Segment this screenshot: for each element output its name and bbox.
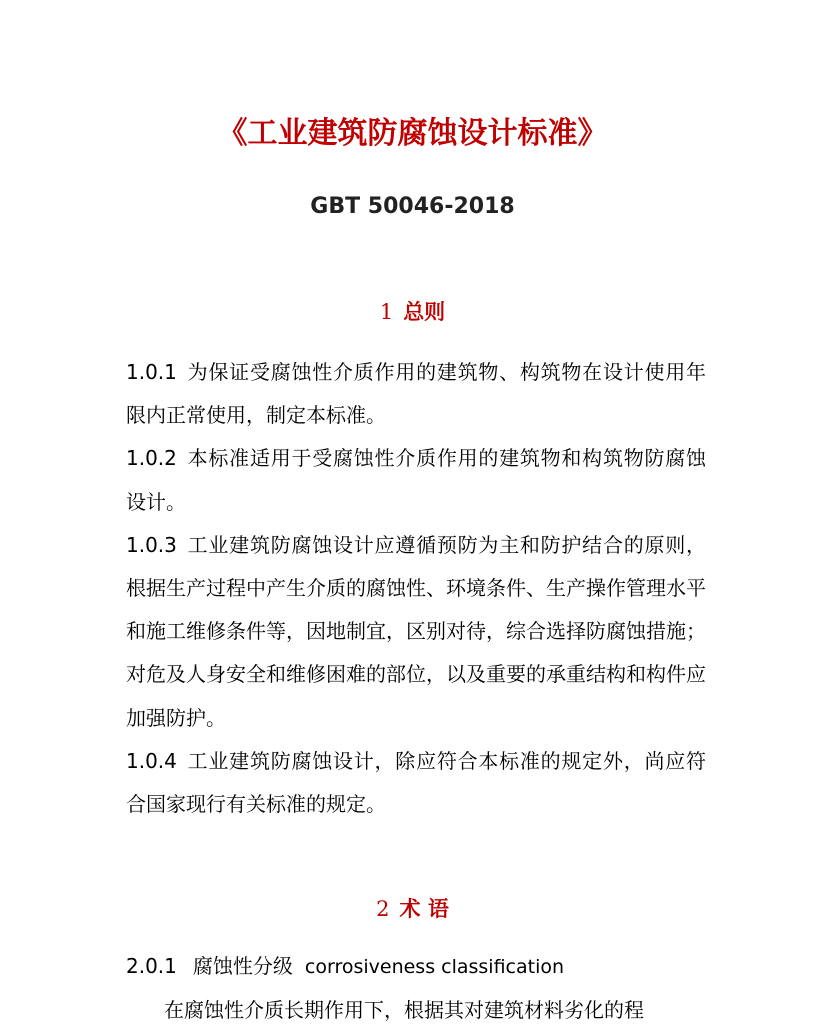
clause-text: 为保证受腐蚀性介质作用的建筑物、构筑物在设计使用年限内正常使用，制定本标准。 <box>126 360 706 428</box>
term-definition: 在腐蚀性介质长期作用下，根据其对建筑材料劣化的程 <box>164 998 644 1022</box>
clause-number: 1.0.1 <box>126 360 177 384</box>
section-title: 总则 <box>403 300 446 324</box>
section-general-body <box>126 351 706 826</box>
section-terms-body <box>126 945 706 1024</box>
section-heading-terms <box>0 894 825 924</box>
clause-number: 1.0.4 <box>126 748 177 773</box>
clause-text: 工业建筑防腐蚀设计应遵循预防为主和防护结合的原则，根据生产过程中产生介质的腐蚀性、环境条件、生产操作管理水平和施工维修条件等，因地制宜，区别对待，综合选择防腐蚀措施；对危及人身安全和维修困难的部位，以及重要的承重结构和构件应加强防护。 <box>126 532 706 730</box>
clause-text: 本标准适用于受腐蚀性介质作用的建筑物和构筑物防腐蚀设计。 <box>126 446 706 514</box>
term-name-english: corrosiveness classification <box>304 956 565 978</box>
clause-1-0-4 <box>126 740 706 826</box>
section-title: 术 语 <box>399 897 449 921</box>
standard-code: GBT 50046-2018 <box>310 194 515 219</box>
term-2-0-1 <box>126 945 706 989</box>
term-name-chinese: 腐蚀性分级 <box>192 954 293 978</box>
clause-number: 1.0.2 <box>126 446 177 471</box>
section-number: 1 <box>379 300 394 324</box>
clause-1-0-3 <box>126 524 706 740</box>
document-title: 《工业建筑防腐蚀设计标准》 <box>217 116 608 151</box>
clause-text: 工业建筑防腐蚀设计，除应符合本标准的规定外，尚应符合国家现行有关标准的规定。 <box>126 748 706 817</box>
clause-1-0-2 <box>126 437 706 523</box>
clause-number: 1.0.3 <box>126 532 177 557</box>
section-number: 2 <box>376 897 390 921</box>
clause-1-0-1 <box>126 351 706 437</box>
section-heading-general <box>0 297 825 327</box>
term-number: 2.0.1 <box>126 954 177 978</box>
